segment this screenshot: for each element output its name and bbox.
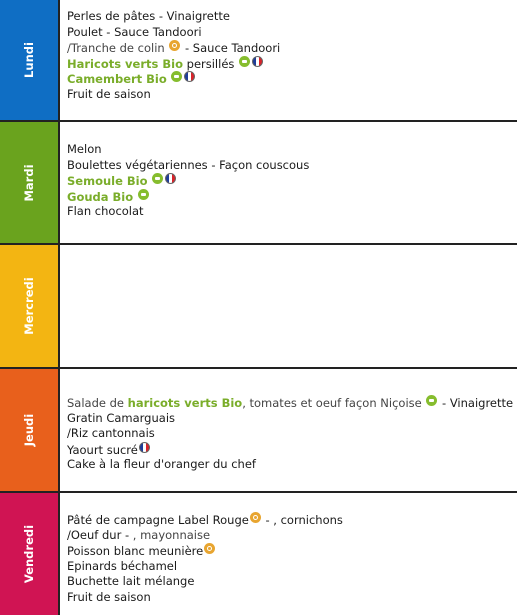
menu-item bbox=[67, 442, 513, 458]
bio-item-text: Camembert Bio bbox=[67, 72, 167, 86]
day-label-mardi bbox=[0, 122, 60, 243]
day-name: Mardi bbox=[22, 163, 36, 202]
label-rouge-icon bbox=[250, 512, 261, 523]
menu-item-text: - Sauce Tandoori bbox=[181, 41, 281, 55]
bio-item-text: Semoule Bio bbox=[67, 174, 148, 188]
menu-item: Fruit de saison bbox=[67, 86, 151, 101]
day-label-jeudi bbox=[0, 369, 60, 491]
day-label-mercredi bbox=[0, 245, 60, 367]
menu-mardi bbox=[67, 142, 513, 220]
bio-item-text: Haricots verts Bio bbox=[67, 56, 183, 71]
menu-item bbox=[67, 173, 513, 189]
day-name: Lundi bbox=[22, 42, 36, 78]
day-row-jeudi bbox=[0, 369, 517, 493]
menu-item-text: persillés bbox=[182, 56, 235, 71]
menu-item: Boulettes végétariennes - Façon couscous bbox=[67, 157, 310, 172]
menu-vendredi bbox=[67, 512, 513, 605]
label-rouge-icon bbox=[169, 40, 180, 51]
menu-item: Poulet - Sauce Tandoori bbox=[67, 24, 202, 39]
menu-item: Epinards béchamel bbox=[67, 558, 178, 573]
menu-item bbox=[67, 528, 513, 544]
menu-item-text: - , cornichons bbox=[261, 513, 343, 527]
french-flag-icon bbox=[165, 173, 176, 184]
french-flag-icon bbox=[252, 56, 263, 67]
menu-item bbox=[67, 189, 513, 205]
day-name: Jeudi bbox=[22, 413, 36, 447]
menu-item: Flan chocolat bbox=[67, 204, 144, 218]
bio-badge-icon bbox=[138, 189, 149, 200]
menu-item bbox=[67, 543, 513, 559]
day-name: Vendredi bbox=[22, 524, 36, 584]
menu-item-text: - Vinaigrette bbox=[438, 396, 514, 410]
day-row-mercredi bbox=[0, 245, 517, 369]
menu-item-text: /Oeuf dur - bbox=[67, 527, 133, 542]
menu-item bbox=[67, 56, 513, 72]
day-row-vendredi bbox=[0, 493, 517, 615]
french-flag-icon bbox=[139, 442, 150, 453]
bio-item-text: haricots verts Bio bbox=[127, 396, 243, 410]
menu-item bbox=[67, 395, 513, 411]
menu-item bbox=[67, 71, 513, 87]
french-flag-icon bbox=[184, 71, 195, 82]
menu-item: Cake à la fleur d'oranger du chef bbox=[67, 457, 256, 471]
menu-jeudi bbox=[67, 395, 513, 473]
label-rouge-icon bbox=[204, 543, 215, 554]
menu-item: Buchette lait mélange bbox=[67, 574, 195, 588]
menu-item bbox=[67, 512, 513, 528]
menu-item bbox=[67, 40, 513, 56]
menu-item-text: , mayonnaise bbox=[132, 527, 211, 542]
menu-item: Perles de pâtes - Vinaigrette bbox=[67, 9, 230, 23]
bio-badge-icon bbox=[239, 56, 250, 67]
day-name: Mercredi bbox=[22, 277, 36, 335]
day-row-lundi bbox=[0, 0, 517, 122]
menu-item: Melon bbox=[67, 142, 102, 156]
bio-badge-icon bbox=[426, 395, 437, 406]
day-row-mardi bbox=[0, 122, 517, 245]
menu-item-text: Pâté de campagne Label Rouge bbox=[67, 513, 249, 527]
menu-item: Gratin Camarguais bbox=[67, 410, 176, 425]
bio-item-text: Gouda Bio bbox=[67, 189, 134, 204]
menu-item-text: /Tranche de colin bbox=[67, 41, 165, 55]
bio-badge-icon bbox=[152, 173, 163, 184]
menu-item: Fruit de saison bbox=[67, 589, 151, 604]
day-label-vendredi bbox=[0, 493, 60, 615]
menu-item-text: , tomates et oeuf façon Niçoise bbox=[242, 396, 426, 410]
menu-item-text: Yaourt sucré bbox=[67, 442, 138, 457]
menu-item-text: Poisson blanc meunière bbox=[67, 544, 204, 558]
menu-item-text: Salade de bbox=[67, 396, 128, 410]
bio-badge-icon bbox=[171, 71, 182, 82]
day-label-lundi bbox=[0, 0, 60, 120]
menu-lundi bbox=[67, 9, 513, 102]
menu-item: /Riz cantonnais bbox=[67, 426, 155, 440]
